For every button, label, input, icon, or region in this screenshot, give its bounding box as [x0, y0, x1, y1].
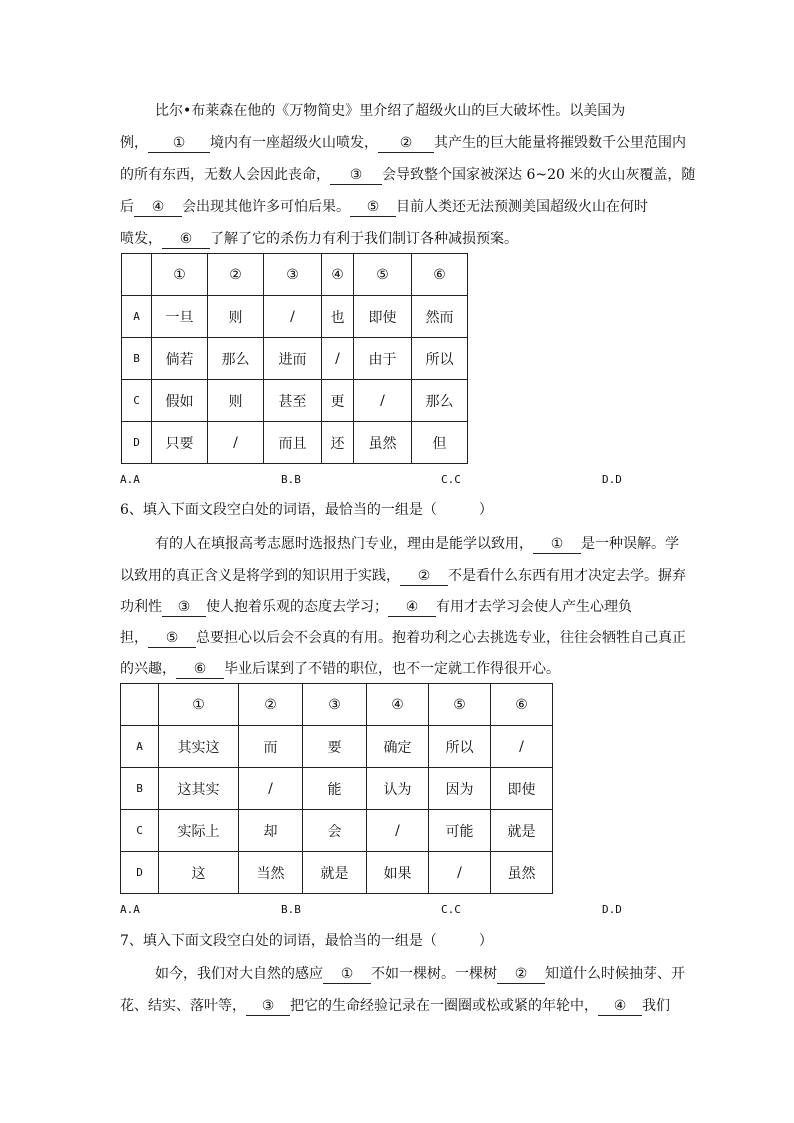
table-cell: 就是 [303, 852, 367, 894]
blank-4: ④ [134, 198, 182, 217]
blank-3: ③ [162, 598, 206, 617]
blank-5: ⑤ [148, 629, 196, 648]
table-cell: 但 [412, 422, 468, 464]
q7-passage-line-1: 如今，我们对大自然的感应 ① 不如一棵树。一棵树 ② 知道什么时候抽芽、开 [155, 966, 685, 982]
q6-passage-line-1: 有的人在填报高考志愿时选报热门专业，理由是能学以致用， ① 是一种误解。学 [155, 536, 679, 552]
header-cell: ⑥ [412, 254, 468, 296]
blank-2: ② [400, 567, 448, 586]
header-cell: ② [208, 254, 264, 296]
header-cell: ② [239, 684, 303, 726]
header-cell: ③ [303, 684, 367, 726]
header-cell: ⑤ [354, 254, 412, 296]
row-label: B [122, 338, 152, 380]
q5-passage-line-1: 比尔•布莱森在他的《万物简史》里介绍了超级火山的巨大破坏性。以美国为 [155, 103, 626, 119]
q6-option-c[interactable]: C.C [441, 903, 461, 916]
header-cell: ⑥ [491, 684, 553, 726]
blank-1: ① [323, 965, 371, 984]
blank-4: ④ [598, 997, 642, 1016]
table-cell: 然而 [412, 296, 468, 338]
header-cell: ① [159, 684, 239, 726]
table-cell: 这其实 [159, 768, 239, 810]
table-row [121, 726, 553, 768]
table-cell: 而 [239, 726, 303, 768]
blank-3: ③ [330, 166, 382, 185]
table-cell: 那么 [412, 380, 468, 422]
table-row [122, 380, 468, 422]
table-row [121, 810, 553, 852]
q5-option-d[interactable]: D.D [602, 473, 622, 486]
header-cell: ⑤ [429, 684, 491, 726]
table-row [122, 338, 468, 380]
table-header-row [121, 684, 553, 726]
table-row [121, 768, 553, 810]
blank-2: ② [497, 965, 545, 984]
q6-passage-line-4: 担， ⑤ 总要担心以后会不会真的有用。抱着功利之心去挑选专业，往往会牺牲自己真正 [120, 630, 686, 646]
blank-1: ① [533, 535, 581, 554]
row-label: D [122, 422, 152, 464]
table-corner-cell [121, 684, 159, 726]
table-cell: 则 [208, 296, 264, 338]
table-cell: 那么 [208, 338, 264, 380]
table-cell: / [429, 852, 491, 894]
table-cell: 假如 [152, 380, 208, 422]
table-row [121, 852, 553, 894]
table-cell: 就是 [491, 810, 553, 852]
blank-3: ③ [246, 997, 290, 1016]
table-cell: 因为 [429, 768, 491, 810]
q5-option-b[interactable]: B.B [281, 473, 301, 486]
header-cell: ① [152, 254, 208, 296]
q5-passage-line-2: 例， ① 境内有一座超级火山喷发， ② 其产生的巨大能量将摧毁数千公里范围内 [120, 135, 686, 151]
table-cell: 进而 [264, 338, 322, 380]
table-cell: 则 [208, 380, 264, 422]
q6-passage-line-2: 以致用的真正含义是将学到的知识用于实践， ② 不是看什么东西有用才决定去学。摒弃 [120, 568, 686, 584]
blank-5: ⑤ [350, 198, 396, 217]
header-cell: ④ [322, 254, 354, 296]
blank-6: ⑥ [162, 230, 210, 249]
q6-options-table [120, 683, 553, 894]
table-cell: 只要 [152, 422, 208, 464]
q6-passage-line-5: 的兴趣， ⑥ 毕业后谋到了不错的职位，也不一定就工作得很开心。 [120, 661, 560, 677]
table-cell: 所以 [429, 726, 491, 768]
table-cell: / [322, 338, 354, 380]
q5-option-a[interactable]: A.A [120, 473, 140, 486]
row-label: C [122, 380, 152, 422]
table-row [122, 296, 468, 338]
table-cell: 却 [239, 810, 303, 852]
table-cell: 要 [303, 726, 367, 768]
table-cell: 也 [322, 296, 354, 338]
table-cell: 更 [322, 380, 354, 422]
q5-options-table [121, 253, 468, 464]
q7-passage-line-2: 花、结实、落叶等， ③ 把它的生命经验记录在一圈圈或松或紧的年轮中， ④ 我们 [120, 998, 670, 1014]
table-cell: 会 [303, 810, 367, 852]
table-cell: 实际上 [159, 810, 239, 852]
blank-1: ① [148, 134, 210, 153]
table-row [122, 422, 468, 464]
table-cell: 认为 [367, 768, 429, 810]
table-cell: 还 [322, 422, 354, 464]
row-label: D [121, 852, 159, 894]
table-cell: 而且 [264, 422, 322, 464]
q5-passage-line-5: 喷发， ⑥ 了解了它的杀伤力有利于我们制订各种减损预案。 [120, 231, 518, 247]
row-label: A [122, 296, 152, 338]
table-cell: / [367, 810, 429, 852]
table-header-row [122, 254, 468, 296]
q5-passage-line-4: 后 ④ 会出现其他许多可怕后果。 ⑤ 目前人类还无法预测美国超级火山在何时 [120, 199, 648, 215]
header-cell: ③ [264, 254, 322, 296]
q5-passage-line-3: 的所有东西，无数人会因此丧命， ③ 会导致整个国家被深达 6~20 米的火山灰覆盖，随 [120, 167, 696, 183]
table-cell: 由于 [354, 338, 412, 380]
table-cell: 虽然 [354, 422, 412, 464]
table-cell: / [491, 726, 553, 768]
table-cell: 当然 [239, 852, 303, 894]
q6-option-b[interactable]: B.B [281, 903, 301, 916]
q7-question-title: 7、填入下面文段空白处的词语，最恰当的一组是（ ） [120, 933, 493, 949]
table-cell: / [208, 422, 264, 464]
table-cell: 一旦 [152, 296, 208, 338]
table-cell: 这 [159, 852, 239, 894]
table-cell: / [354, 380, 412, 422]
q6-question-title: 6、填入下面文段空白处的词语，最恰当的一组是（ ） [120, 502, 493, 518]
table-cell: 其实这 [159, 726, 239, 768]
blank-4: ④ [388, 598, 436, 617]
table-corner-cell [122, 254, 152, 296]
table-cell: 即使 [491, 768, 553, 810]
row-label: C [121, 810, 159, 852]
table-cell: 能 [303, 768, 367, 810]
table-cell: 确定 [367, 726, 429, 768]
q6-option-a[interactable]: A.A [120, 903, 140, 916]
table-cell: 如果 [367, 852, 429, 894]
blank-6: ⑥ [176, 660, 224, 679]
q5-option-c[interactable]: C.C [441, 473, 461, 486]
header-cell: ④ [367, 684, 429, 726]
q6-passage-line-3: 功利性 ③ 使人抱着乐观的态度去学习； ④ 有用才去学习会使人产生心理负 [120, 599, 632, 615]
table-cell: 即使 [354, 296, 412, 338]
table-cell: 虽然 [491, 852, 553, 894]
blank-2: ② [378, 134, 434, 153]
table-cell: / [264, 296, 322, 338]
table-cell: 甚至 [264, 380, 322, 422]
table-cell: 倘若 [152, 338, 208, 380]
row-label: A [121, 726, 159, 768]
row-label: B [121, 768, 159, 810]
table-cell: 可能 [429, 810, 491, 852]
table-cell: 所以 [412, 338, 468, 380]
table-cell: / [239, 768, 303, 810]
q6-option-d[interactable]: D.D [602, 903, 622, 916]
